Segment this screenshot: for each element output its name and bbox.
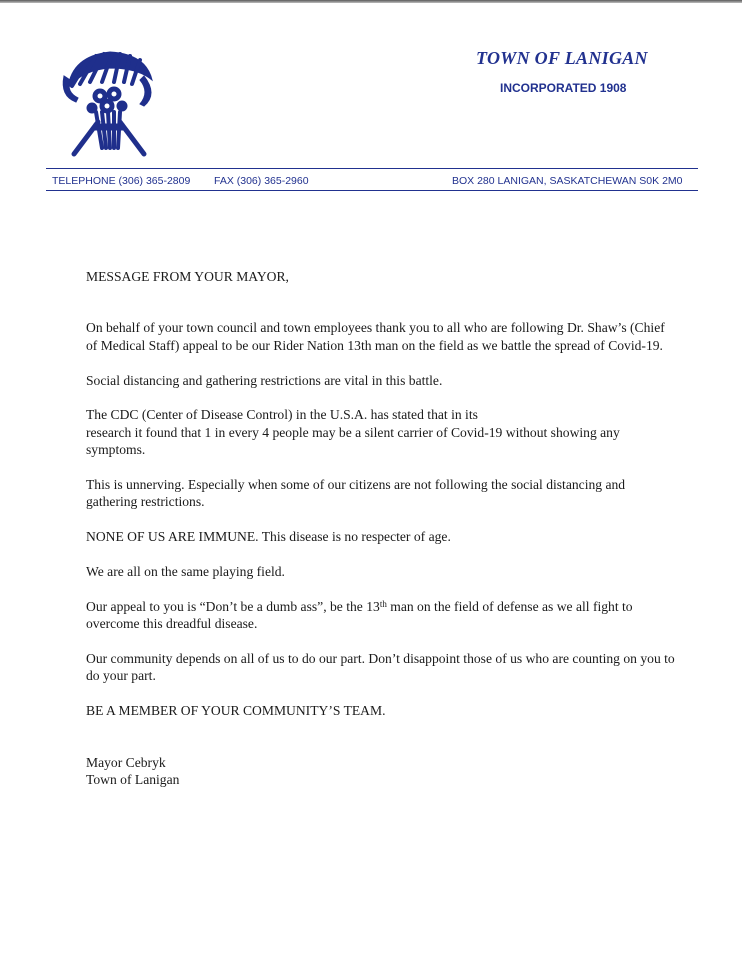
incorporated-year: INCORPORATED 1908: [500, 81, 627, 95]
paragraph-cdc-line1: The CDC (Center of Disease Control) in the U.S.A. has stated that in its: [86, 407, 478, 423]
signature-name: Mayor Cebryk: [86, 754, 166, 770]
paragraph-playing-field: We are all on the same playing field.: [86, 564, 285, 580]
signature-org: Town of Lanigan: [86, 772, 180, 788]
paragraph-unnerving: This is unnerving. Especially when some of our citizens are not following the social distancing and gathering restrictions.: [86, 477, 626, 510]
letter-body: [86, 268, 676, 788]
appeal-text-start: Our appeal to you is “Don’t be a dumb ass”, be the 13: [86, 598, 380, 614]
paragraph-immune: NONE OF US ARE IMMUNE. This disease is no respecter of age.: [86, 529, 451, 545]
paragraph-cdc-line2: research it found that 1 in every 4 people may be a silent carrier of Covid-19 without showing any symptoms.: [86, 424, 620, 458]
appeal-superscript: th: [379, 598, 387, 609]
paragraph-distancing: Social distancing and gathering restrictions are vital in this battle.: [86, 372, 443, 388]
fax-number: FAX (306) 365-2960: [214, 175, 309, 187]
paragraph-community: Our community depends on all of us to do our part. Don’t disappoint those of us who are counting on you to do your part.: [86, 651, 675, 684]
scan-edge: [0, 0, 742, 3]
paragraph-cdc: [86, 406, 676, 458]
mailing-address: BOX 280 LANIGAN, SASKATCHEWAN S0K 2M0: [452, 175, 683, 187]
paragraph-thanks: On behalf of your town council and town employees thank you to all who are following Dr. Shaw’s (Chief of Medical Staff) appeal to be our Rider Nation 13th man on the field as we battle the spread of Covid-19.: [86, 320, 665, 353]
paragraph-team: BE A MEMBER OF YOUR COMMUNITY’S TEAM.: [86, 703, 386, 719]
org-name: TOWN OF LANIGAN: [476, 48, 648, 68]
telephone-number: TELEPHONE (306) 365-2809: [52, 175, 191, 187]
greeting: MESSAGE FROM YOUR MAYOR,: [86, 269, 289, 284]
letterhead-rule-bottom: [46, 190, 698, 191]
letterhead-rule-top: [46, 168, 698, 169]
paragraph-appeal: [86, 598, 676, 633]
appeal-text-end: man on the field of defense as we all fight to overcome this dreadful disease.: [86, 598, 633, 632]
wheat-sheaf-emblem-icon: [58, 46, 160, 158]
